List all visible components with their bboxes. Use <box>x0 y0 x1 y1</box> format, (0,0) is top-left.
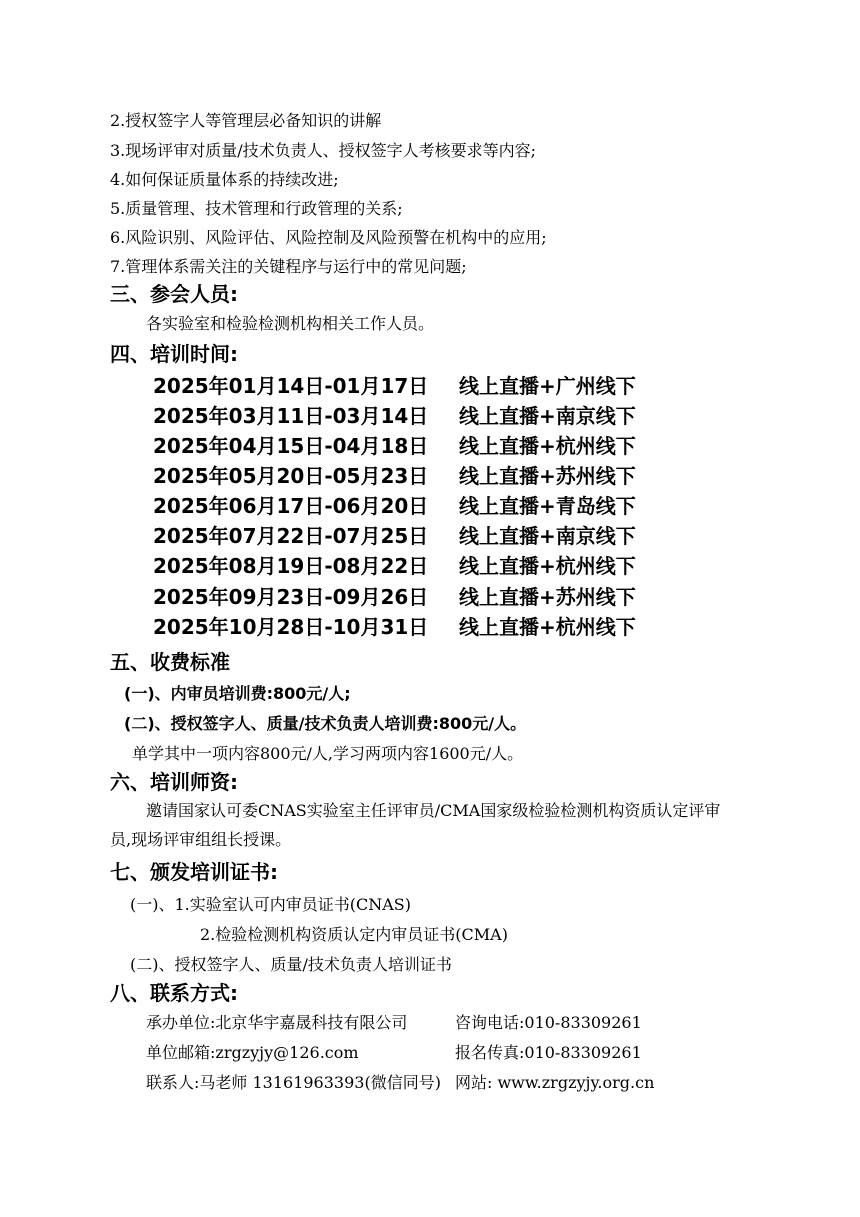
fees-heading: 五、收费标准 <box>110 650 230 674</box>
schedule-date: 2025年08月19日-08月22日 <box>153 554 429 578</box>
certificate-cma: 2.检验检测机构资质认定内审员证书(CMA) <box>200 925 508 944</box>
content-item-3: 3.现场评审对质量/技术负责人、授权签字人考核要求等内容; <box>110 141 537 160</box>
attendees-heading: 三、参会人员: <box>110 282 238 306</box>
schedule-date: 2025年06月17日-06月20日 <box>153 494 429 518</box>
schedule-mode: 线上直播+苏州线下 <box>459 585 636 609</box>
schedule-mode: 线上直播+杭州线下 <box>459 554 636 578</box>
fee-note: 单学其中一项内容800元/人,学习两项内容1600元/人。 <box>132 744 524 763</box>
schedule-mode: 线上直播+广州线下 <box>459 374 636 398</box>
schedule-date: 2025年10月28日-10月31日 <box>153 615 429 639</box>
contact-email: 单位邮箱:zrgzyjy@126.com <box>146 1043 359 1062</box>
schedule-row <box>153 584 636 610</box>
schedule-row <box>153 553 636 579</box>
schedule-row <box>153 614 636 640</box>
certificate-signatory: (二)、授权签字人、质量/技术负责人培训证书 <box>130 955 452 974</box>
schedule-date: 2025年03月11日-03月14日 <box>153 404 429 428</box>
certificates-heading: 七、颁发培训证书: <box>110 860 278 884</box>
contact-person: 联系人:马老师 13161963393(微信同号) <box>146 1073 441 1092</box>
schedule-date: 2025年09月23日-09月26日 <box>153 585 429 609</box>
fee-signatory: (二)、授权签字人、质量/技术负责人培训费:800元/人。 <box>124 714 527 733</box>
contact-heading: 八、联系方式: <box>110 981 238 1005</box>
schedule-row <box>153 403 636 429</box>
schedule-mode: 线上直播+杭州线下 <box>459 615 636 639</box>
schedule-row <box>153 523 636 549</box>
attendees-text: 各实验室和检验检测机构相关工作人员。 <box>146 314 435 333</box>
schedule-row <box>153 433 636 459</box>
teachers-heading: 六、培训师资: <box>110 770 238 794</box>
content-item-4: 4.如何保证质量体系的持续改进; <box>110 170 339 189</box>
schedule-row <box>153 373 636 399</box>
schedule-mode: 线上直播+南京线下 <box>459 524 636 548</box>
consult-phone: 咨询电话:010-83309261 <box>455 1013 642 1032</box>
schedule-date: 2025年04月15日-04月18日 <box>153 434 429 458</box>
teachers-line2: 员,现场评审组组长授课。 <box>110 830 292 849</box>
schedule-mode: 线上直播+南京线下 <box>459 404 636 428</box>
schedule-row <box>153 493 636 519</box>
certificate-cnas: (一)、1.实验室认可内审员证书(CNAS) <box>130 895 411 914</box>
content-item-6: 6.风险识别、风险评估、风险控制及风险预警在机构中的应用; <box>110 228 547 247</box>
content-item-7: 7.管理体系需关注的关键程序与运行中的常见问题; <box>110 257 467 276</box>
schedule-heading: 四、培训时间: <box>110 342 238 366</box>
schedule-mode: 线上直播+苏州线下 <box>459 464 636 488</box>
contact-fax: 报名传真:010-83309261 <box>455 1043 642 1062</box>
content-item-2: 2.授权签字人等管理层必备知识的讲解 <box>110 111 382 130</box>
schedule-mode: 线上直播+青岛线下 <box>459 494 636 518</box>
contact-website: 网站: www.zrgzyjy.org.cn <box>455 1073 655 1092</box>
schedule-row <box>153 463 636 489</box>
fee-auditor: (一)、内审员培训费:800元/人; <box>124 684 351 703</box>
schedule-date: 2025年05月20日-05月23日 <box>153 464 429 488</box>
organizer: 承办单位:北京华宇嘉晟科技有限公司 <box>146 1013 408 1032</box>
schedule-date: 2025年01月14日-01月17日 <box>153 374 429 398</box>
teachers-line1: 邀请国家认可委CNAS实验室主任评审员/CMA国家级检验检测机构资质认定评审 <box>146 801 721 820</box>
schedule-date: 2025年07月22日-07月25日 <box>153 524 429 548</box>
content-item-5: 5.质量管理、技术管理和行政管理的关系; <box>110 199 403 218</box>
schedule-mode: 线上直播+杭州线下 <box>459 434 636 458</box>
